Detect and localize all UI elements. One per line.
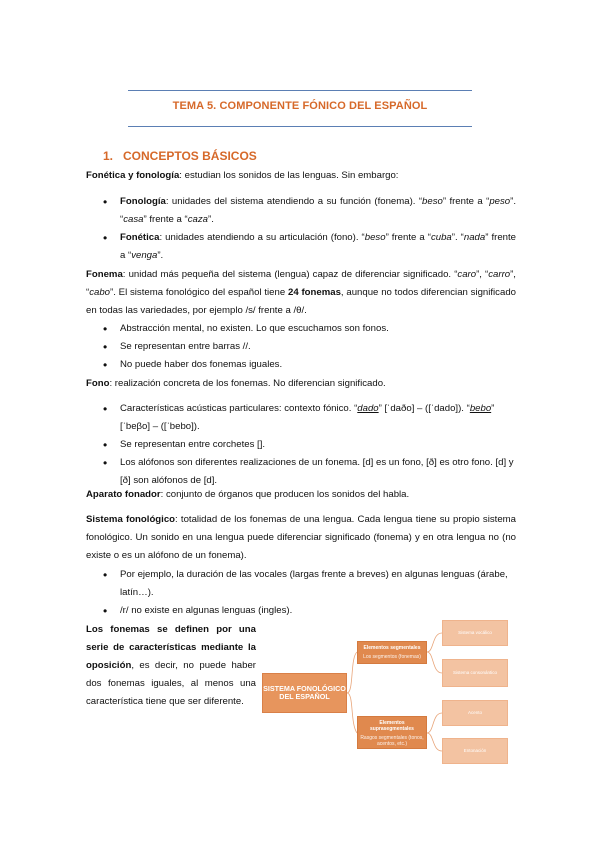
term-fonetica-fonologia: Fonética y fonología — [86, 170, 180, 181]
sistema-list — [86, 566, 516, 620]
list-item: • /r/ no existe en algunas lenguas (ingles). — [86, 602, 516, 620]
list-item: • Se representan entre corchetes []. — [86, 436, 516, 454]
list-item: • Características acústicas particulares: contexto fónico. “dado” [ˈdaðo] – ([ˈdado]). “bebo” [ˈbeβo] – ([ˈbebo]). — [86, 400, 516, 436]
list-item: • Se representan entre barras //. — [86, 338, 516, 356]
phonology-diagram — [262, 613, 518, 771]
section-heading — [103, 149, 257, 163]
fono-paragraph: Fono: realización concreta de los fonemas. No diferencian significado. — [86, 378, 386, 389]
diagram-leaf-box: Sistema consonántico — [442, 659, 508, 687]
fono-list — [86, 400, 516, 490]
fonema-paragraph: Fonema: unidad más pequeña del sistema (lengua) capaz de diferenciar significado. “caro”, “carro”, “cabo”. El sistema fonológico del español tiene 24 fonemas, aunque no todos diferencian significado en todas las variedades, por ejemplo /s/ frente a /θ/. — [86, 269, 516, 316]
diagram-suprasegmental-box: Elementos suprasegmentales Rasgos segmentales (tonos, acentos, etc.) — [357, 716, 427, 749]
aparato-paragraph: Aparato fonador: conjunto de órganos que producen los sonidos del habla. — [86, 489, 410, 500]
title-rule — [128, 126, 472, 127]
intro-list — [86, 193, 516, 265]
list-item: • Fonología: unidades del sistema atendiendo a su función (fonema). “beso” frente a “peso”. “casa” frente a “caza”. — [86, 193, 516, 229]
list-item: • Por ejemplo, la duración de las vocales (largas frente a breves) en algunas lenguas (árabe, latín…). — [86, 566, 516, 602]
oposicion-paragraph: Los fonemas se definen por una serie de características mediante la oposición, es decir, no puede haber dos fonemas iguales, al menos una característica tiene que ser diferente. — [86, 624, 256, 707]
diagram-segmental-box: Elementos segmentales Los segmentos (fonemas) — [357, 641, 427, 664]
fonema-list — [86, 320, 516, 374]
list-item: • Abstracción mental, no existen. Lo que escuchamos son fonos. — [86, 320, 516, 338]
sistema-paragraph: Sistema fonológico: totalidad de los fonemas de una lengua. Cada lengua tiene su propio sistema fonológico. Un sonido en una lengua puede diferenciar significado (fonema) y en otra lengua no (no existe o es un alófono de un fonema). — [86, 514, 516, 561]
list-item: • Fonética: unidades atendiendo a su articulación (fono). “beso” frente a “cuba”. “nada” frente a “venga”. — [86, 229, 516, 265]
section-label: CONCEPTOS BÁSICOS — [123, 149, 257, 163]
section-number: 1. — [103, 149, 114, 163]
list-item: • No puede haber dos fonemas iguales. — [86, 356, 516, 374]
page-title: TEMA 5. COMPONENTE FÓNICO DEL ESPAÑOL — [172, 100, 428, 112]
diagram-leaf-box: Sistema vocálico — [442, 620, 508, 646]
diagram-leaf-box: Acento — [442, 700, 508, 726]
intro-paragraph: Fonética y fonología: estudian los sonidos de las lenguas. Sin embargo: — [86, 170, 399, 181]
list-item: • Los alófonos son diferentes realizaciones de un fonema. [d] es un fono, [ð] es otro fono. [d] y [ð] son alófonos de [d]. — [86, 454, 516, 490]
diagram-leaf-box: Entonación — [442, 738, 508, 764]
diagram-root-box: SISTEMA FONOLÓGICO DEL ESPAÑOL — [262, 673, 347, 713]
top-rule — [128, 90, 472, 91]
